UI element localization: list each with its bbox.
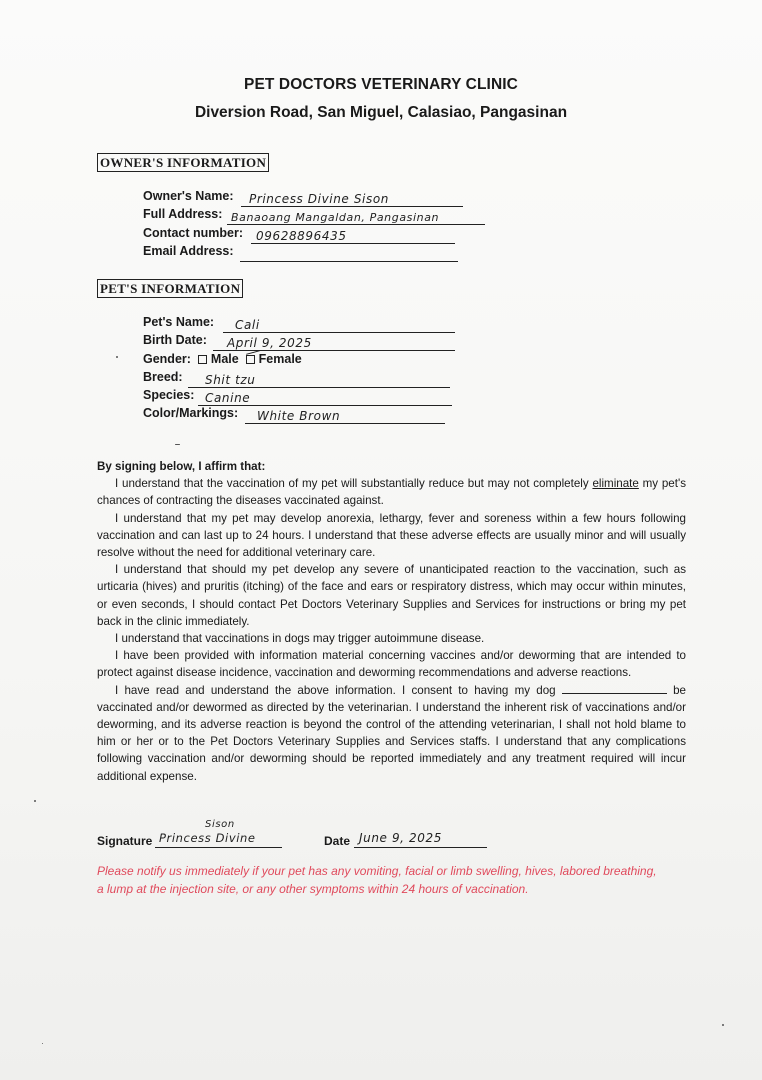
pet-color-value: White Brown xyxy=(257,409,341,423)
owner-section-title: OWNER'S INFORMATION xyxy=(97,153,269,172)
dog-name-blank[interactable] xyxy=(562,683,667,694)
clinic-name: PET DOCTORS VETERINARY CLINIC xyxy=(244,76,518,93)
waiver-paragraph-2: I understand that my pet may develop anorexia, lethargy, fever and soreness within a few hours following vaccination and can last up to 24 hours. I understand that these adverse effects are usually minor and will usually resolve without the need for additional veterinary care. xyxy=(97,511,686,560)
waiver-paragraph-3: I understand that should my pet develop any severe of unanticipated reaction to the vaccination, such as urticaria (hives) and pruritis (itching) of the face and ears or respiratory distress, which may occur within minutes, or even seconds, I should contact Pet Doctors Veterinary Supplies and Services for instructions or bring my pet back in the clinic immediately. xyxy=(97,563,686,628)
pet-name-field[interactable] xyxy=(143,315,455,333)
pet-gender-label: Gender: xyxy=(143,352,191,366)
post-vaccination-notice: Please notify us immediately if your pet has any vomiting, facial or limb swelling, hives, labored breathing, a lump at the injection site, or any other symptoms within 24 hours of vaccination. xyxy=(97,864,657,896)
pet-breed-field[interactable] xyxy=(143,370,450,388)
scan-speck xyxy=(42,1043,43,1044)
pet-birthdate-field[interactable] xyxy=(143,333,455,351)
pet-birthdate-value: April 9, 2025 xyxy=(227,336,312,350)
signature-value: Princess Divine xyxy=(159,831,256,845)
clinic-header xyxy=(0,76,762,122)
pet-breed-label: Breed: xyxy=(143,370,183,384)
owner-contact-value: 09628896435 xyxy=(256,229,347,243)
owner-address-value: Banaoang Mangaldan, Pangasinan xyxy=(231,211,440,224)
owner-address-field[interactable] xyxy=(143,207,485,225)
pet-species-value: Canine xyxy=(205,391,251,405)
signature-row xyxy=(97,819,697,850)
date-value: June 9, 2025 xyxy=(359,831,442,845)
owner-contact-label: Contact number: xyxy=(143,226,243,240)
gender-female-checkbox[interactable] xyxy=(246,355,255,364)
pet-breed-value: Shit tzu xyxy=(205,373,256,387)
pet-name-value: Cali xyxy=(235,318,260,332)
waiver-intro: By signing below, I affirm that: xyxy=(97,460,266,473)
gender-female-label: Female xyxy=(258,352,302,366)
gender-male-checkbox[interactable] xyxy=(198,355,207,364)
pet-birthdate-label: Birth Date: xyxy=(143,333,207,347)
pet-section-title: PET'S INFORMATION xyxy=(97,279,243,298)
owner-email-field[interactable] xyxy=(143,244,458,262)
waiver-paragraph-5: I have been provided with information material concerning vaccines and/or deworming that are intended to protect against disease incidence, vaccination and deworming recommendations and adverse reactions. xyxy=(97,649,686,680)
scan-speck xyxy=(34,800,36,802)
date-label: Date xyxy=(324,834,351,848)
gender-male-label: Male xyxy=(210,352,239,366)
pet-color-label: Color/Markings: xyxy=(143,406,239,420)
owner-name-label: Owner's Name: xyxy=(143,189,234,203)
waiver-paragraph-6: I have read and understand the above information. I consent to having my dog be vaccinated and/or dewormed as directed by the veterinarian. I understand the inherent risk of vaccinations and/or deworming, and its adverse reaction is beyond the control of the attending veterinarian, I shall not hold blame to him or her or to the Pet Doctors Veterinary Supplies and Services staffs. I understand that any complications following vaccination and/or deworming should be reported immediately and any treatment required will incur additional expense. xyxy=(97,683,686,783)
clinic-address: Diversion Road, San Miguel, Calasiao, Pangasinan xyxy=(194,104,568,121)
owner-name-value: Princess Divine Sison xyxy=(249,192,389,206)
pet-color-field[interactable] xyxy=(143,406,445,424)
pet-species-label: Species: xyxy=(143,388,195,402)
pet-species-field[interactable] xyxy=(143,388,452,406)
waiver-paragraph-4: I understand that vaccinations in dogs may trigger autoimmune disease. xyxy=(115,632,485,646)
owner-address-label: Full Address: xyxy=(143,207,223,221)
pet-name-label: Pet's Name: xyxy=(143,315,215,329)
owner-name-field[interactable] xyxy=(143,189,463,207)
pet-gender-field[interactable] xyxy=(143,352,343,370)
scan-speck xyxy=(722,1024,724,1026)
owner-contact-field[interactable] xyxy=(143,226,455,244)
signature-flourish: Sison xyxy=(205,819,235,830)
scan-speck xyxy=(116,356,118,358)
waiver-text xyxy=(97,458,686,785)
scan-speck xyxy=(175,444,180,445)
waiver-paragraph-1: I understand that the vaccination of my pet will substantially reduce but may not completely eliminate my pet's chances of contracting the diseases vaccinated against. xyxy=(97,477,686,508)
signature-label: Signature xyxy=(97,834,153,848)
owner-email-label: Email Address: xyxy=(143,244,234,258)
